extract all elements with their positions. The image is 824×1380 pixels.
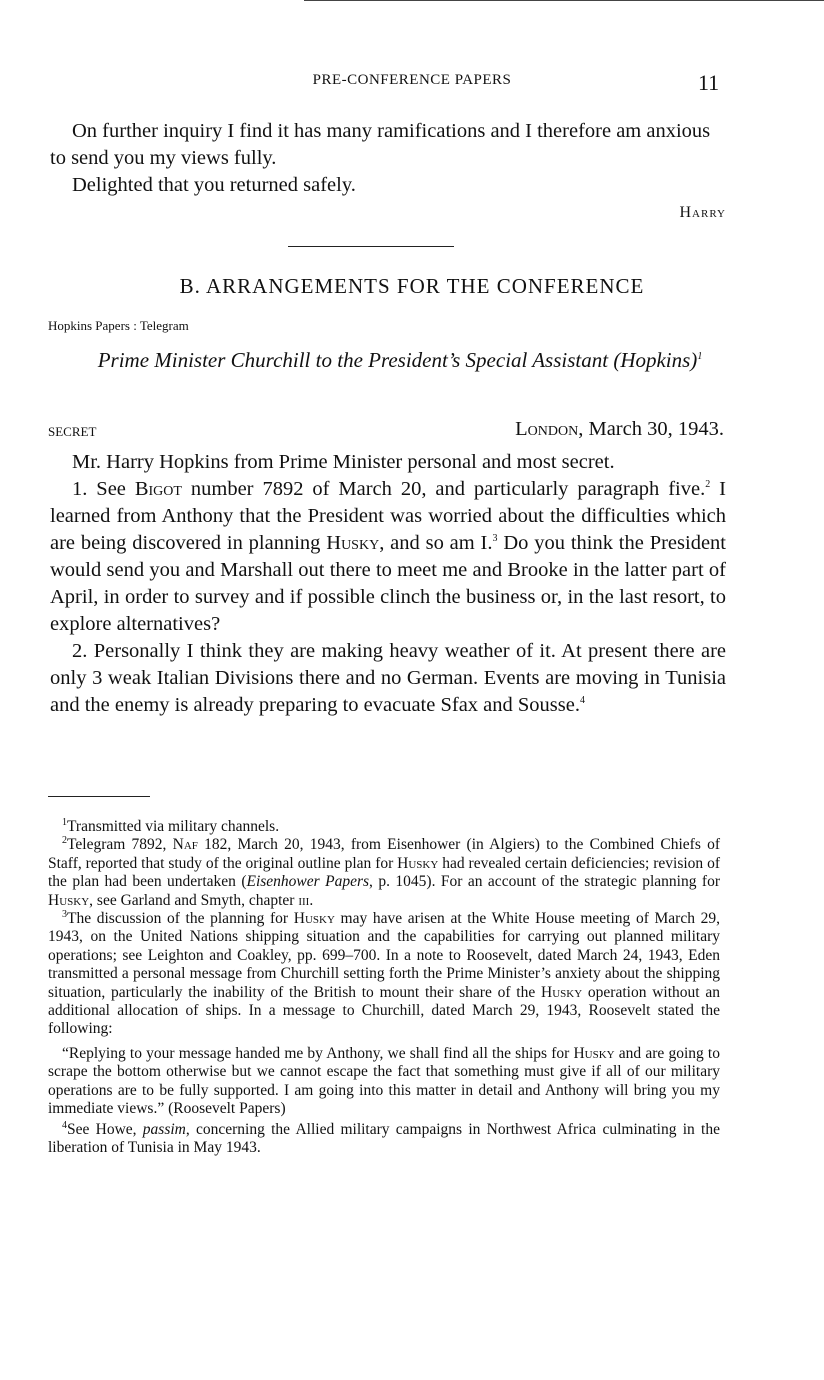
section-heading: B. ARRANGEMENTS FOR THE CONFERENCE	[179, 274, 645, 298]
fn3-quote-b: and are going to scrape the bottom otherwise but we cannot escape the fact that something must give if all of our military operations are to be fully supported. I am going into this matter in detail and Anthony will bring you my immediate views.” (Roosevelt Papers)	[48, 1044, 720, 1118]
fn2-e: , see Garland and Smyth, chapter	[89, 891, 299, 909]
footnote-ref-2: 2	[705, 479, 711, 491]
footnote-1	[48, 818, 720, 836]
footnote-4-number: 4	[62, 1119, 67, 1131]
classification-marking: SECRET	[48, 424, 97, 439]
telegram-body	[50, 449, 726, 719]
p1-bigot: Bigot	[134, 478, 182, 500]
footnote-4	[48, 1121, 720, 1158]
fn3-husky-1: Husky	[293, 910, 335, 928]
p2-text: 2. Personally I think they are making heavy weather of it. At present there are only 3 weak Italian Divisions there and no German. Events are moving in Tunisia and the enemy is already preparing to evacuate Sfax and Sousse.	[50, 640, 726, 716]
fn4-b: , concerning the Allied military campaigns in Northwest Africa culminating in the liberation of Tunisia in May 1943.	[48, 1120, 720, 1156]
top-rule	[304, 0, 824, 1]
footnote-3-quote	[48, 1045, 720, 1119]
telegram-paragraph-1	[50, 476, 726, 638]
footnote-1-text: Transmitted via military channels.	[67, 818, 280, 835]
fn2-eisenhower-papers: Eisenhower Papers	[246, 873, 370, 891]
fn2-naf: Naf	[172, 836, 198, 854]
fn2-husky-2: Husky	[48, 891, 90, 909]
p1-text-a: 1. See	[72, 478, 135, 500]
footnote-rule	[48, 796, 150, 797]
p1-text-b: number 7892 of March 20, and particularly paragraph five.	[181, 478, 706, 500]
page-number: 11	[698, 70, 720, 95]
section-separator	[288, 246, 454, 247]
fn2-b: 182, March 20, 1943, from Eisenhower (in Algiers) to the Combined Chiefs of Staff, reported that study of the original outline plan for	[48, 836, 720, 872]
fn2-a: Telegram 7892,	[67, 836, 173, 854]
opening-paragraph: On further inquiry I find it has many ramifications and I therefore am anxious to send you my views fully.	[50, 120, 711, 169]
footnote-1-number: 1	[62, 816, 67, 828]
p1-text-e: Do you think the President would send you and Marshall out there to meet me and Brooke in the latter part of April, in order to survey and if possible clinch the business or, in the last resort, to explore alternatives?	[50, 532, 726, 635]
fn3-quote-husky: Husky	[573, 1044, 615, 1062]
footnote-3-number: 3	[62, 908, 67, 920]
dateline-place: London	[515, 418, 579, 440]
document-source: Hopkins Papers : Telegram	[48, 318, 189, 333]
footnote-2	[48, 836, 720, 910]
p1-text-c: I learned from Anthony that the President was worried about the difficulties which are being discovered in planning	[50, 478, 726, 554]
footnote-2-number: 2	[62, 835, 67, 847]
opening-text	[50, 118, 726, 199]
footnote-ref-4: 4	[579, 695, 585, 707]
fn3-husky-2: Husky	[541, 983, 583, 1001]
footnote-ref-3: 3	[492, 533, 498, 545]
fn2-c: had revealed certain deficiencies; revision of the plan had been undertaken (	[48, 854, 720, 891]
fn2-f: .	[309, 891, 314, 909]
fn4-passim: passim	[142, 1120, 186, 1138]
fn3-b: may have arisen at the White House meeting of March 29, 1943, on the United Nations shipping situation and the capabilities for carrying out planned military operations; see Leighton and Coakley, pp. 699–700. In a note to Roosevelt, dated March 24, 1943, Eden transmitted a personal message from Churchill setting forth the Prime Minister’s anxiety about the shipping situation, particularly the inability of the British to mount their share of the	[48, 910, 720, 1001]
document-title	[60, 346, 740, 374]
fn3-a: The discussion of the planning for	[67, 910, 294, 928]
dateline	[440, 418, 724, 441]
p1-text-d: , and so am I.	[379, 532, 493, 554]
fn3-c: operation without an additional allocation of ships. In a message to Churchill, dated March 29, 1943, Roosevelt stated the following:	[48, 983, 720, 1038]
footnotes	[48, 818, 720, 1157]
fn2-chapter: iii	[298, 891, 310, 909]
opening-closing-line: Delighted that you returned safely.	[72, 174, 356, 196]
document-title-text: Prime Minister Churchill to the President’s Special Assistant (Hopkins)	[97, 348, 698, 372]
fn4-a: See Howe,	[67, 1120, 143, 1138]
dateline-date: , March 30, 1943.	[578, 418, 724, 440]
fn3-quote-a: “Replying to your message handed me by Anthony, we shall find all the ships for	[62, 1044, 574, 1062]
signature: Harry	[679, 204, 726, 221]
footnote-ref-1: 1	[697, 351, 703, 362]
telegram-salutation: Mr. Harry Hopkins from Prime Minister personal and most secret.	[72, 451, 615, 473]
fn2-d: , p. 1045). For an account of the strategic planning for	[369, 873, 720, 891]
telegram-paragraph-2	[50, 638, 726, 719]
footnote-3	[48, 910, 720, 1039]
p1-husky: Husky	[326, 532, 380, 554]
running-head: PRE-CONFERENCE PAPERS	[312, 72, 512, 88]
fn2-husky-1: Husky	[397, 854, 439, 872]
